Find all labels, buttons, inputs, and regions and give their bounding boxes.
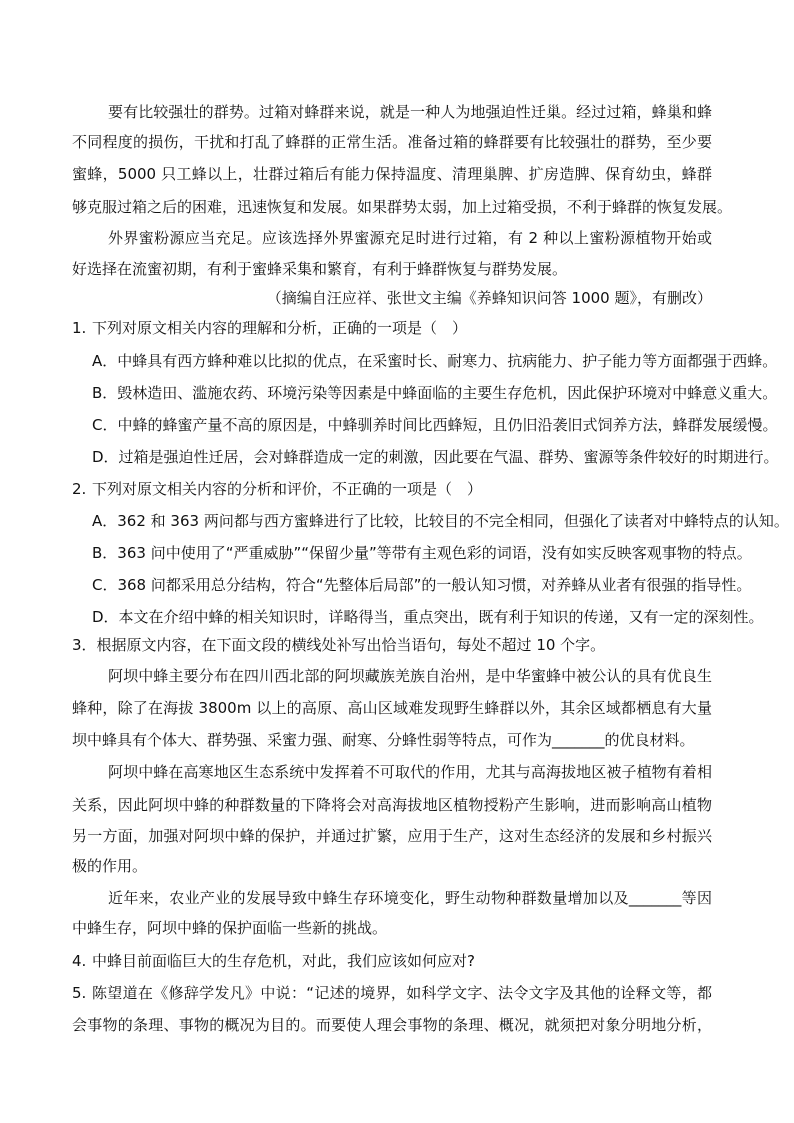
question-number: 2.: [72, 480, 87, 498]
option-a: A．362 和 363 两问都与西方蜜蜂进行了比较，比较目的不完全相同，但强化了读者对中蜂特点的认知。: [92, 512, 789, 530]
option-b: B．毁林造田、滥施农药、环境污染等因素是中蜂面临的主要生存危机，因此保护环境对中蜂意义重大。: [92, 384, 778, 402]
question-stem: 下列对原文相关内容的理解和分析，正确的一项是（ ）: [92, 319, 468, 337]
question-stem: 3．根据原文内容，在下面文段的横线处补写出恰当语句，每处不超过 10 个字。: [72, 636, 606, 654]
question-number: 4.: [72, 952, 87, 970]
q3-text-line: 另一方面，加强对阿坝中蜂的保护，并通过扩繁，应用于生产，这对生态经济的发展和乡村振兴: [72, 827, 712, 845]
option-d: D．过箱是强迫性迁居，会对蜂群造成一定的刺激，因此要在气温、群势、蜜源等条件较好的时期进行。: [92, 448, 779, 466]
passage-line: 不同程度的损伤，干扰和打乱了蜂群的正常生活。准备过箱的蜂群要有比较强壮的群势，至少要: [72, 133, 712, 151]
q5-text-line: 陈望道在《修辞学发凡》中说：“记述的境界，如科学文字、法令文字及其他的诠释文等，都: [92, 984, 712, 1002]
question-stem: 下列对原文相关内容的分析和评价，不正确的一项是（ ）: [92, 480, 483, 498]
q3-text-line: 坝中蜂具有个体大、群势强、采蜜力强、耐寒、分蜂性弱等特点，可作为_______的优良材料。: [72, 731, 695, 749]
q3-text-line: 阿坝中蜂在高寒地区生态系统中发挥着不可取代的作用，尤其与高海拔地区被子植物有着相: [108, 763, 712, 781]
passage-line: 蜜蜂，5000 只工蜂以上，壮群过箱后有能力保持温度、清理巢脾、扩房造脾、保育幼虫，蜂群: [72, 165, 712, 183]
question-stem: 中蜂目前面临巨大的生存危机，对此，我们应该如何应对?: [92, 952, 475, 970]
option-d: D．本文在介绍中蜂的相关知识时，详略得当，重点突出，既有利于知识的传递，又有一定的深刻性。: [92, 608, 764, 626]
option-a: A．中蜂具有西方蜂种难以比拟的优点，在采蜜时长、耐寒力、抗病能力、护子能力等方面都强于西蜂。: [92, 352, 778, 370]
passage-line: 外界蜜粉源应当充足。应该选择外界蜜源充足时进行过箱，有 2 种以上蜜粉源植物开始或: [108, 229, 712, 247]
source-citation: （摘编自汪应祥、张世文主编《养蜂知识问答 1000 题》，有删改）: [266, 289, 712, 307]
option-c: C．368 问都采用总分结构，符合“先整体后局部”的一般认知习惯，对养蜂从业者有很强的指导性。: [92, 576, 752, 594]
q3-text-line: 近年来，农业产业的发展导致中蜂生存环境变化，野生动物种群数量增加以及_______等因: [108, 889, 712, 907]
q5-text-line: 会事物的条理、事物的概况为目的。而要使人理会事物的条理、概况，就须把对象分明地分析，: [72, 1016, 712, 1034]
option-b: B．363 问中使用了“严重威胁”“保留少量”等带有主观色彩的词语，没有如实反映客观事物的特点。: [92, 544, 752, 562]
passage-line: 好选择在流蜜初期，有利于蜜蜂采集和繁育，有利于蜂群恢复与群势发展。: [72, 260, 568, 278]
question-number: 1.: [72, 319, 87, 337]
q3-text-line: 中蜂生存，阿坝中蜂的保护面临一些新的挑战。: [72, 919, 388, 937]
q3-text-line: 蜂种，除了在海拔 3800m 以上的高原、高山区域难发现野生蜂群以外，其余区域都栖息有大量: [72, 699, 712, 717]
passage-line: 够克服过箱之后的困难，迅速恢复和发展。如果群势太弱，加上过箱受损，不利于蜂群的恢复发展。: [72, 198, 733, 216]
q3-text-line: 关系，因此阿坝中蜂的种群数量的下降将会对高海拔地区植物授粉产生影响，进而影响高山植物: [72, 796, 712, 814]
option-c: C．中蜂的蜂蜜产量不高的原因是，中蜂驯养时间比西蜂短，且仍旧沿袭旧式饲养方法，蜂群发展缓慢。: [92, 416, 778, 434]
q3-text-line: 极的作用。: [72, 857, 148, 875]
question-number: 5.: [72, 984, 87, 1002]
passage-line: 要有比较强壮的群势。过箱对蜂群来说，就是一种人为地强迫性迁巢。经过过箱，蜂巢和蜂: [108, 103, 712, 121]
q3-text-line: 阿坝中蜂主要分布在四川西北部的阿坝藏族羌族自治州，是中华蜜蜂中被公认的具有优良生: [108, 667, 712, 685]
